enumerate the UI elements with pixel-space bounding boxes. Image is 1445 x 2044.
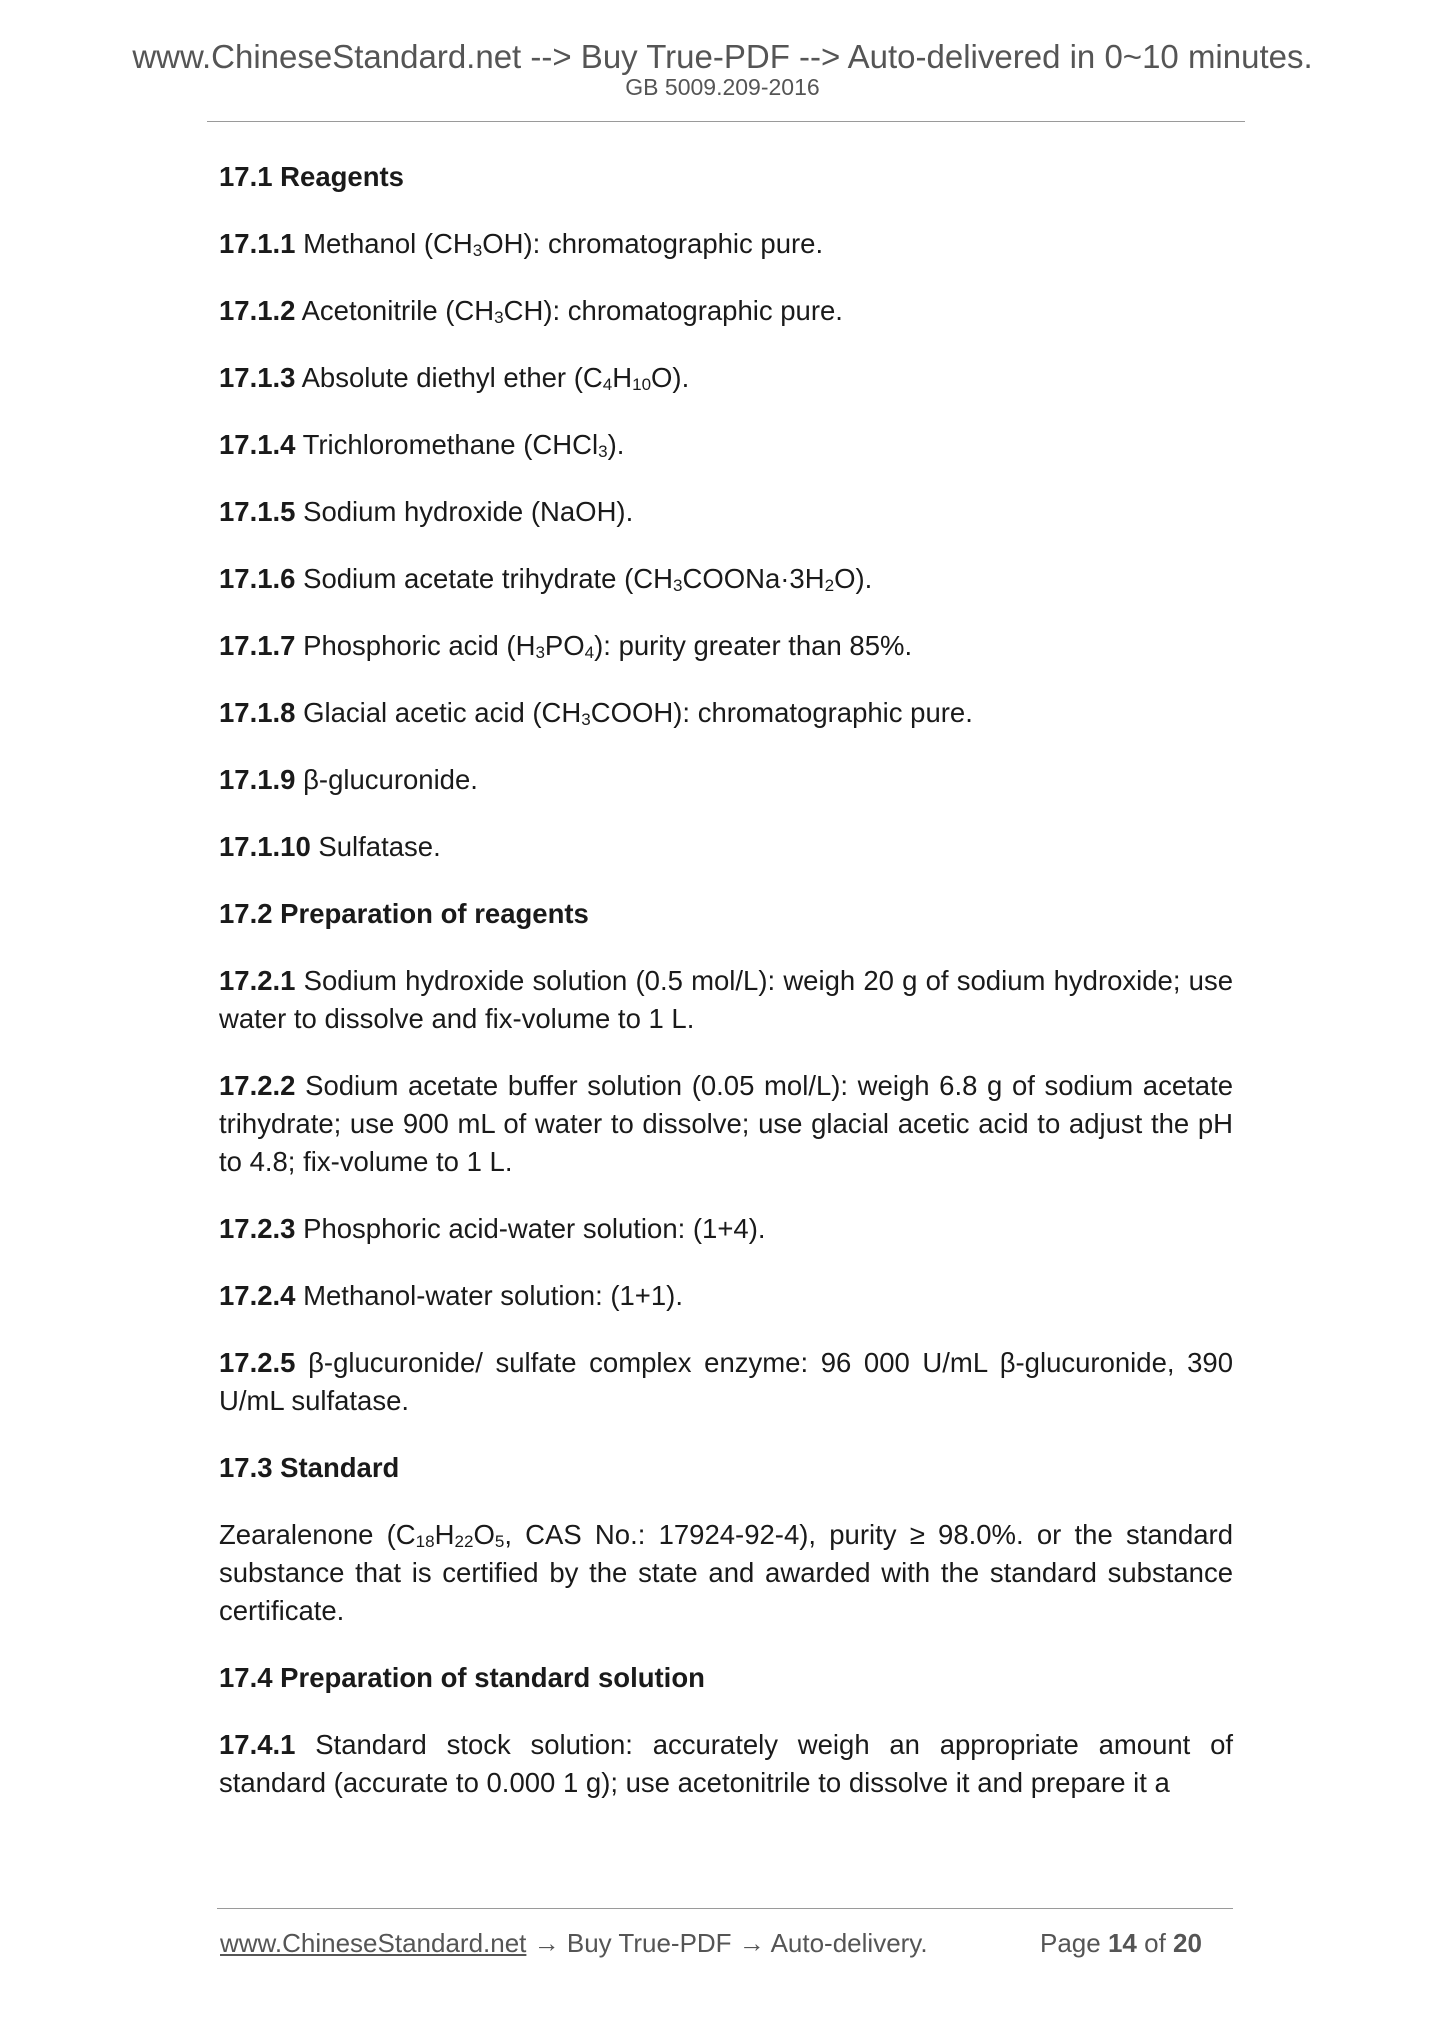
item-text: ). xyxy=(607,429,625,460)
item-text: Phosphoric acid (H xyxy=(303,630,536,661)
item-text: O). xyxy=(651,362,690,393)
item-text: COONa·3H xyxy=(682,563,825,594)
item-number: 17.1.7 xyxy=(219,630,296,661)
item-text: H xyxy=(612,362,633,393)
site-banner: www.ChineseStandard.net --> Buy True-PDF --> Auto-delivered in 0~10 minutes. xyxy=(132,38,1313,75)
reagent-item xyxy=(219,225,1233,263)
item-text: Sulfatase. xyxy=(318,831,441,862)
subscript: 18 xyxy=(415,1532,435,1552)
page-content xyxy=(219,158,1233,1831)
header-divider xyxy=(207,121,1245,122)
document-id: GB 5009.209-2016 xyxy=(625,74,820,100)
item-text: Zearalenone (C xyxy=(219,1519,416,1550)
item-number: 17.1.9 xyxy=(219,764,296,795)
page-total: 20 xyxy=(1173,1928,1202,1958)
item-text: Trichloromethane (CHCl xyxy=(302,429,599,460)
subscript: 10 xyxy=(632,375,652,395)
item-number: 17.2.2 xyxy=(219,1070,296,1101)
item-number: 17.1.1 xyxy=(219,228,296,259)
item-number: 17.1.5 xyxy=(219,496,296,527)
section-heading-17-3: 17.3 Standard xyxy=(219,1452,400,1483)
item-text: Glacial acetic acid (CH xyxy=(303,697,582,728)
item-number: 17.1.6 xyxy=(219,563,296,594)
subscript: 4 xyxy=(602,375,613,395)
item-number: 17.1.4 xyxy=(219,429,296,460)
item-text: β-glucuronide. xyxy=(303,764,478,795)
standard-solution-item xyxy=(219,1726,1233,1802)
subscript: 3 xyxy=(581,710,591,730)
preparation-item xyxy=(219,1344,1233,1420)
section-heading-17-2: 17.2 Preparation of reagents xyxy=(219,898,589,929)
item-text: β-glucuronide/ sulfate complex enzyme: 96 000 U/mL β-glucuronide, 390 U/mL sulfatase. xyxy=(219,1347,1234,1416)
preparation-item xyxy=(219,1277,1233,1315)
subscript: 5 xyxy=(494,1532,505,1552)
item-text: O xyxy=(473,1519,495,1550)
item-number: 17.2.5 xyxy=(219,1347,296,1378)
section-heading-17-1: 17.1 Reagents xyxy=(219,161,404,192)
page-label: Page xyxy=(1040,1928,1101,1958)
footer-site-link[interactable]: www.ChineseStandard.net xyxy=(220,1928,527,1958)
subscript: 22 xyxy=(454,1532,474,1552)
preparation-item xyxy=(219,962,1233,1038)
item-text: CH): chromatographic pure. xyxy=(503,295,843,326)
reagent-item xyxy=(219,828,1233,866)
subscript: 3 xyxy=(535,643,545,663)
item-text: Sodium acetate buffer solution (0.05 mol/L): weigh 6.8 g of sodium acetate trihydrate; use 900 mL of water to dissolve; use glacial acetic acid to adjust the pH to 4.8; fix-volume to 1 L. xyxy=(219,1070,1234,1177)
item-text: COOH): chromatographic pure. xyxy=(590,697,973,728)
footer-divider xyxy=(217,1908,1233,1909)
subscript: 3 xyxy=(673,576,683,596)
item-text: , CAS No.: 17924-92-4), purity ≥ 98.0%. or the standard substance that is certified by the state and awarded with the standard substance certificate. xyxy=(219,1519,1233,1626)
subscript: 3 xyxy=(472,241,483,261)
reagent-item xyxy=(219,426,1233,464)
reagent-item xyxy=(219,627,1233,665)
subscript: 4 xyxy=(584,643,595,663)
reagent-item xyxy=(219,560,1233,598)
subscript: 3 xyxy=(494,308,504,328)
reagent-item xyxy=(219,694,1233,732)
item-number: 17.4.1 xyxy=(219,1729,296,1760)
reagent-item xyxy=(219,493,1233,531)
page-indicator xyxy=(1040,1930,1202,1956)
item-text: Methanol (CH xyxy=(303,228,473,259)
item-number: 17.1.3 xyxy=(219,362,296,393)
item-number: 17.1.8 xyxy=(219,697,296,728)
page-number: 14 xyxy=(1107,1928,1137,1958)
item-text: Phosphoric acid-water solution: (1+4). xyxy=(303,1213,766,1244)
item-text: OH): chromatographic pure. xyxy=(482,228,824,259)
reagent-item xyxy=(219,292,1233,330)
reagent-item xyxy=(219,359,1233,397)
item-text: Acetonitrile (CH xyxy=(301,295,495,326)
subscript: 3 xyxy=(598,442,608,462)
item-number: 17.1.2 xyxy=(219,295,296,326)
page-footer xyxy=(220,1930,1230,1956)
item-text: Standard stock solution: accurately weigh an appropriate amount of standard (accurate to 0.000 1 g); use acetonitrile to dissolve it and prepare it a xyxy=(219,1729,1233,1798)
item-number: 17.2.3 xyxy=(219,1213,296,1244)
item-text: O). xyxy=(834,563,873,594)
item-text: PO xyxy=(544,630,585,661)
of-label: of xyxy=(1144,1928,1166,1958)
item-text: Sodium hydroxide (NaOH). xyxy=(303,496,634,527)
section-heading-17-4: 17.4 Preparation of standard solution xyxy=(219,1662,705,1693)
item-text: Sodium acetate trihydrate (CH xyxy=(303,563,673,594)
subscript: 2 xyxy=(824,576,835,596)
footer-text: → Buy True-PDF → Auto-delivery. xyxy=(526,1928,928,1958)
item-text: H xyxy=(434,1519,455,1550)
reagent-item xyxy=(219,761,1233,799)
item-text: ): purity greater than 85%. xyxy=(594,630,913,661)
preparation-item xyxy=(219,1067,1233,1181)
item-number: 17.2.4 xyxy=(219,1280,296,1311)
preparation-item xyxy=(219,1210,1233,1248)
item-number: 17.1.10 xyxy=(219,831,311,862)
item-number: 17.2.1 xyxy=(219,965,296,996)
item-text: Absolute diethyl ether (C xyxy=(301,362,603,393)
standard-paragraph xyxy=(219,1516,1233,1630)
item-text: Methanol-water solution: (1+1). xyxy=(303,1280,683,1311)
item-text: Sodium hydroxide solution (0.5 mol/L): weigh 20 g of sodium hydroxide; use water to dissolve and fix-volume to 1 L. xyxy=(219,965,1234,1034)
